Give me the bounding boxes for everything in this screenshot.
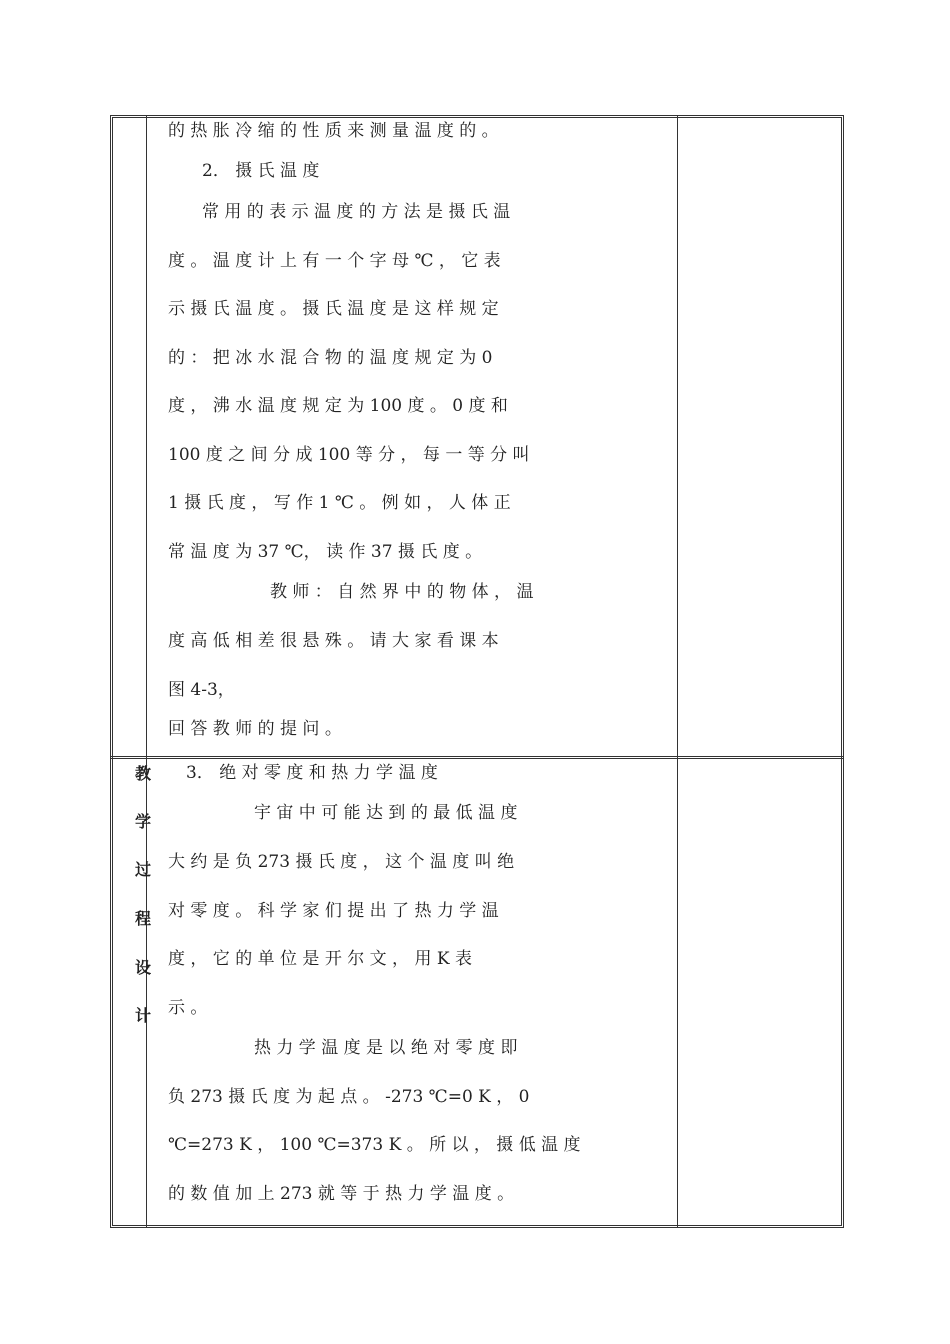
- text-line: 图 4-3，: [168, 680, 235, 700]
- text-line: 1 摄 氏 度 ， 写 作 1 ℃ 。 例 如 ， 人 体 正: [168, 493, 511, 513]
- text-line: 的 热 胀 冷 缩 的 性 质 来 测 量 温 度 的 。: [168, 121, 499, 141]
- text-line: 负 273 摄 氏 度 为 起 点 。 -273 ℃=0 K ， 0: [168, 1087, 530, 1107]
- text-line: 100 度 之 间 分 成 100 等 分 ， 每 一 等 分 叫: [168, 445, 530, 465]
- section-label-char: 程: [134, 909, 151, 928]
- subsection-heading: 3． 绝 对 零 度 和 热 力 学 温 度: [186, 763, 438, 783]
- section-label-char: 设: [134, 958, 151, 977]
- text-line: 度 ， 它 的 单 位 是 开 尔 文 ， 用 K 表: [168, 949, 472, 969]
- text-line: 度 ， 沸 水 温 度 规 定 为 100 度 。 0 度 和: [168, 396, 508, 416]
- text-line: 大 约 是 负 273 摄 氏 度 ， 这 个 温 度 叫 绝: [168, 852, 515, 872]
- text-line: 度 。 温 度 计 上 有 一 个 字 母 ℃ ， 它 表: [168, 251, 501, 271]
- column-divider-left: [146, 115, 147, 1228]
- text-line: 示 摄 氏 温 度 。 摄 氏 温 度 是 这 样 规 定: [168, 299, 499, 319]
- text-line: 度 高 低 相 差 很 悬 殊 。 请 大 家 看 课 本: [168, 631, 499, 651]
- lesson-plan-table: [110, 115, 844, 1228]
- text-line: 的 ： 把 冰 水 混 合 物 的 温 度 规 定 为 0: [168, 348, 493, 368]
- text-line: 对 零 度 。 科 学 家 们 提 出 了 热 力 学 温: [168, 901, 499, 921]
- text-line: 的 数 值 加 上 273 就 等 于 热 力 学 温 度 。: [168, 1184, 515, 1204]
- text-line: ℃=273 K ， 100 ℃=373 K 。 所 以 ， 摄 低 温 度: [168, 1135, 581, 1155]
- row-divider: [110, 756, 844, 759]
- subsection-heading: 2． 摄 氏 温 度: [202, 161, 320, 181]
- text-line: 回 答 教 师 的 提 问 。: [168, 719, 342, 739]
- text-line: 示 。: [168, 998, 208, 1018]
- section-label-char: 计: [134, 1006, 151, 1025]
- text-line: 常 温 度 为 37 ℃， 读 作 37 摄 氏 度 。: [168, 542, 483, 562]
- section-label-char: 过: [134, 860, 151, 879]
- column-divider-right: [677, 115, 678, 1228]
- text-line: 热 力 学 温 度 是 以 绝 对 零 度 即: [254, 1038, 518, 1058]
- section-label-char: 教: [134, 764, 151, 783]
- text-line: 教 师 ： 自 然 界 中 的 物 体 ， 温: [270, 582, 534, 602]
- text-line: 常 用 的 表 示 温 度 的 方 法 是 摄 氏 温: [202, 202, 511, 222]
- text-line: 宇 宙 中 可 能 达 到 的 最 低 温 度: [254, 803, 518, 823]
- section-label-char: 学: [134, 812, 151, 831]
